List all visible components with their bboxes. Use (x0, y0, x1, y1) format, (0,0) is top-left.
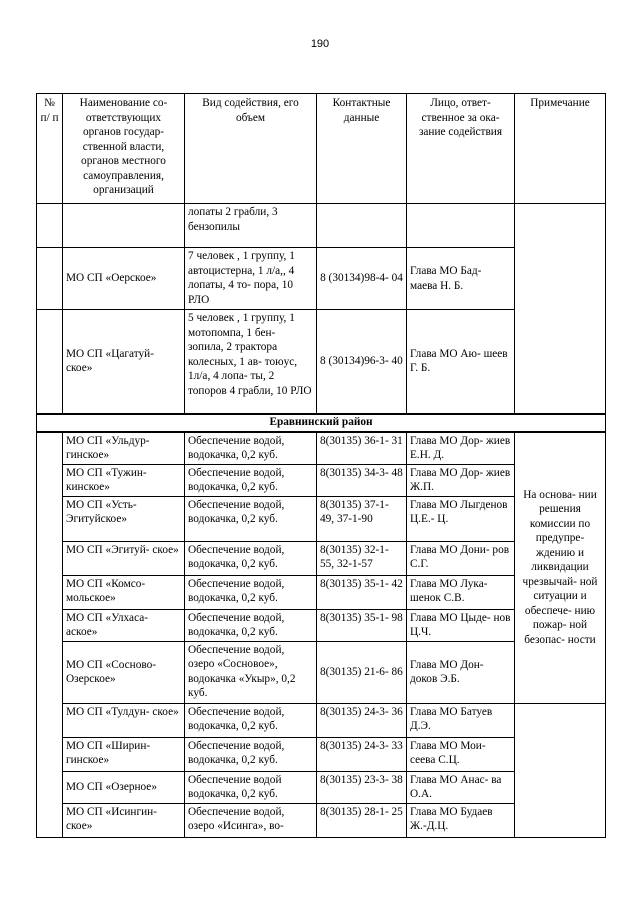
table-body (37, 204, 606, 838)
header-cell: Примечание (515, 94, 606, 204)
org-cell: МО СП «Комсо- мольское» (63, 575, 185, 609)
person-cell: Глава МО Аю- шеев Г. Б. (407, 310, 515, 414)
person-cell: Глава МО Дор- жиев Е.Н. Д. (407, 432, 515, 465)
table-row (37, 703, 606, 737)
region-row (37, 414, 606, 432)
header-cell: Наименование со- ответствующих органов государ- ственной власти, органов местного самоуправления, организаций (63, 94, 185, 204)
header-cell: № п/ п (37, 94, 63, 204)
org-cell: МО СП «Сосново- Озерское» (63, 641, 185, 703)
region-title: Еравнинский район (37, 414, 606, 432)
aid-cell: Обеспечение водой, водокачка, 0,2 куб. (185, 541, 317, 575)
aid-cell: Обеспечение водой, водокачка, 0,2 куб. (185, 464, 317, 496)
org-cell: МО СП «Эгитуй- ское» (63, 541, 185, 575)
org-cell: МО СП «Тужин- кинское» (63, 464, 185, 496)
contact-cell: 8(30135) 35-1- 42 (317, 575, 407, 609)
contact-cell: 8(30135) 23-3- 38 (317, 771, 407, 803)
org-cell: МО СП «Усть- Эгитуйское» (63, 496, 185, 541)
table-row (37, 248, 606, 310)
aid-cell: Обеспечение водой, водокачка, 0,2 куб. (185, 737, 317, 771)
person-cell: Глава МО Мои- сеева С.Ц. (407, 737, 515, 771)
note-cell: На основа- нии решения комиссии по предупре- ждению и ликвидации чрезвычай- ной ситуации и обеспече- нию пожар- ной безопас- ности (515, 432, 606, 704)
aid-cell: Обеспечение водой, водокачка, 0,2 куб. (185, 575, 317, 609)
table-row (37, 204, 606, 248)
person-cell: Глава МО Лыгденов Ц.Е.- Ц. (407, 496, 515, 541)
org-cell: МО СП «Озерное» (63, 771, 185, 803)
header-cell: Лицо, ответ- ственное за ока- зание содействия (407, 94, 515, 204)
aid-cell: Обеспечение водой, водокачка, 0,2 куб. (185, 432, 317, 465)
contact-cell: 8(30135) 32-1- 55, 32-1-57 (317, 541, 407, 575)
table-row (37, 432, 606, 465)
contact-cell: 8(30135) 36-1- 31 (317, 432, 407, 465)
contact-cell: 8(30135) 24-3- 36 (317, 703, 407, 737)
org-cell: МО СП «Тулдун- ское» (63, 703, 185, 737)
header-cell: Контактные данные (317, 94, 407, 204)
aid-cell: Обеспечение водой водокачка, 0,2 куб. (185, 771, 317, 803)
org-cell: МО СП «Цагатуй- ское» (63, 310, 185, 414)
aid-cell: 5 человек , 1 группу, 1 мотопомпа, 1 бен- зопила, 2 трактора колесных, 1 ав- тоюус, 1л/а, 4 лопа- ты, 2 топоров 4 грабли, 10 РЛО (185, 310, 317, 414)
aid-cell: Обеспечение водой, водокачка, 0,2 куб. (185, 609, 317, 641)
contact-cell: 8 (30134)96-3- 40 (317, 310, 407, 414)
contact-cell: 8(30135) 24-3- 33 (317, 737, 407, 771)
aid-cell: Обеспечение водой, озеро «Исинга», во- (185, 803, 317, 837)
org-cell: МО СП «Оерское» (63, 248, 185, 310)
org-cell: МО СП «Улхаса- аское» (63, 609, 185, 641)
contact-cell: 8(30135) 37-1- 49, 37-1-90 (317, 496, 407, 541)
org-cell: МО СП «Исингин- ское» (63, 803, 185, 837)
aid-table (36, 93, 606, 838)
org-cell: МО СП «Ульдур- гинское» (63, 432, 185, 465)
table-header (37, 94, 606, 204)
person-cell: Глава МО Батуев Д.Э. (407, 703, 515, 737)
org-cell: МО СП «Ширин- гинское» (63, 737, 185, 771)
aid-cell: Обеспечение водой, озеро «Сосновое», водокачка «Укыр», 0,2 куб. (185, 641, 317, 703)
contact-cell: 8(30135) 34-3- 48 (317, 464, 407, 496)
person-cell: Глава МО Анас- ва О.А. (407, 771, 515, 803)
aid-cell: Обеспечение водой, водокачка, 0,2 куб. (185, 703, 317, 737)
contact-cell: 8(30135) 28-1- 25 (317, 803, 407, 837)
contact-cell: 8(30135) 35-1- 98 (317, 609, 407, 641)
person-cell: Глава МО Бад- маева Н. Б. (407, 248, 515, 310)
header-cell: Вид содействия, его объем (185, 94, 317, 204)
person-cell: Глава МО Дор- жиев Ж.П. (407, 464, 515, 496)
person-cell: Глава МО Дон- доков Э.Б. (407, 641, 515, 703)
page-number: 190 (310, 38, 330, 50)
aid-cell: 7 человек , 1 группу, 1 автоцистерна, 1 л/а,, 4 лопаты, 4 то- пора, 10 РЛО (185, 248, 317, 310)
aid-cell: Обеспечение водой, водокачка, 0,2 куб. (185, 496, 317, 541)
contact-cell: 8(30135) 21-6- 86 (317, 641, 407, 703)
person-cell: Глава МО Цыде- нов Ц.Ч. (407, 609, 515, 641)
person-cell: Глава МО Будаев Ж.-Д.Ц. (407, 803, 515, 837)
aid-cell: лопаты 2 грабли, 3 бензопилы (185, 204, 317, 248)
person-cell: Глава МО Лука- шенок С.В. (407, 575, 515, 609)
contact-cell: 8 (30134)98-4- 04 (317, 248, 407, 310)
person-cell: Глава МО Дони- ров С.Г. (407, 541, 515, 575)
table-row (37, 310, 606, 414)
